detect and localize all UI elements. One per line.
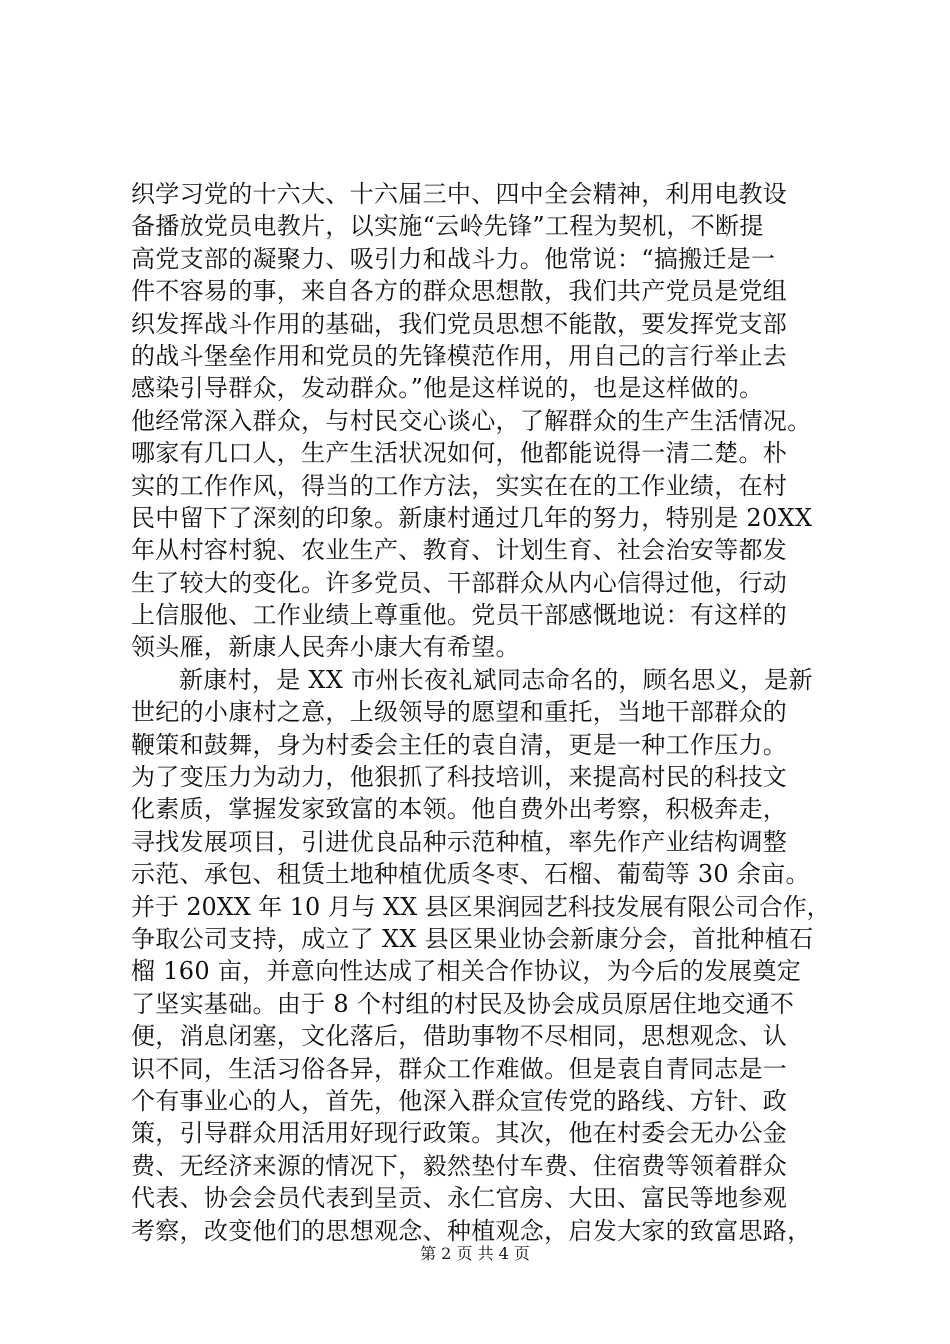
text-line: 领头雁，新康人民奔小康大有希望。: [131, 633, 520, 662]
paragraph-2: [131, 664, 831, 1247]
text-line: 民中留下了深刻的印象。新康村通过几年的努力，特别是 20XX: [131, 503, 813, 532]
text-line: 织发挥战斗作用的基础，我们党员思想不能散，要发挥党支部: [131, 309, 788, 338]
text-line: 件不容易的事，来自各方的群众思想散，我们共产党员是党组: [131, 277, 788, 306]
paragraph-1: [131, 178, 831, 664]
text-line: 上信服他、工作业绩上尊重他。党员干部感慨地说：有这样的: [131, 601, 788, 630]
text-line: 为了变压力为动力，他狠抓了科技培训，来提高村民的科技文: [131, 763, 788, 792]
text-line: 新康村，是 XX 市州长夜礼斌同志命名的，顾名思义，是新: [179, 665, 813, 694]
text-line: 寻找发展项目，引进优良品种示范种植，率先作产业结构调整: [131, 827, 788, 856]
text-line: 感染引导群众，发动群众。”他是这样说的，也是这样做的。: [131, 374, 764, 403]
text-line: 考察，改变他们的思想观念、种植观念，启发大家的致富思路，: [131, 1216, 812, 1245]
text-line: 费、无经济来源的情况下，毅然垫付车费、住宿费等领着群众: [131, 1151, 788, 1180]
text-line: 实的工作作风，得当的工作方法，实实在在的工作业绩，在村: [131, 471, 788, 500]
text-line: 策，引导群众用活用好现行政策。其次，他在村委会无办公金: [131, 1119, 788, 1148]
text-line: 高党支部的凝聚力、吸引力和战斗力。他常说：“搞搬迁是一: [131, 244, 776, 273]
text-line: 他经常深入群众，与村民交心谈心，了解群众的生产生活情况。: [131, 406, 812, 435]
text-line: 争取公司支持，成立了 XX 县区果业协会新康分会，首批种植石: [131, 924, 814, 953]
text-line: 年从村容村貌、农业生产、教育、计划生育、社会治安等都发: [131, 536, 788, 565]
document-body: [131, 178, 831, 1247]
text-line: 织学习党的十六大、十六届三中、四中全会精神，利用电教设: [131, 180, 788, 208]
text-line: 便，消息闭塞，文化落后，借助事物不尽相同，思想观念、认: [131, 1022, 788, 1051]
text-line: 哪家有几口人，生产生活状况如何，他都能说得一清二楚。朴: [131, 439, 788, 468]
page-number-footer: 第 2 页 共 4 页: [420, 1244, 530, 1263]
text-line: 个有事业心的人，首先，他深入群众宣传党的路线、方针、政: [131, 1086, 788, 1115]
text-line: 的战斗堡垒作用和党员的先锋模范作用，用自己的言行举止去: [131, 341, 788, 370]
text-line: 识不同，生活习俗各异，群众工作难做。但是袁自青同志是一: [131, 1054, 788, 1083]
text-line: 鞭策和鼓舞，身为村委会主任的袁自清，更是一种工作压力。: [131, 730, 788, 759]
text-line: 示范、承包、租赁土地种植优质冬枣、石榴、葡萄等 30 余亩。: [131, 860, 810, 889]
text-line: 化素质，掌握发家致富的本领。他自费外出考察，积极奔走，: [131, 795, 788, 824]
text-line: 并于 20XX 年 10 月与 XX 县区果润园艺科技发展有限公司合作，: [131, 892, 831, 921]
text-line: 备播放党员电教片，以实施“云岭先锋”工程为契机，不断提: [131, 212, 764, 241]
text-line: 生了较大的变化。许多党员、干部群众从内心信得过他，行动: [131, 568, 788, 597]
text-line: 了坚实基础。由于 8 个村组的村民及协会成员原居住地交通不: [131, 989, 795, 1018]
text-line: 榴 160 亩，并意向性达成了相关合作协议，为今后的发展奠定: [131, 957, 802, 986]
text-line: 代表、协会会员代表到呈贡、永仁官房、大田、富民等地参观: [131, 1184, 788, 1213]
text-line: 世纪的小康村之意，上级领导的愿望和重托，当地干部群众的: [131, 698, 788, 727]
